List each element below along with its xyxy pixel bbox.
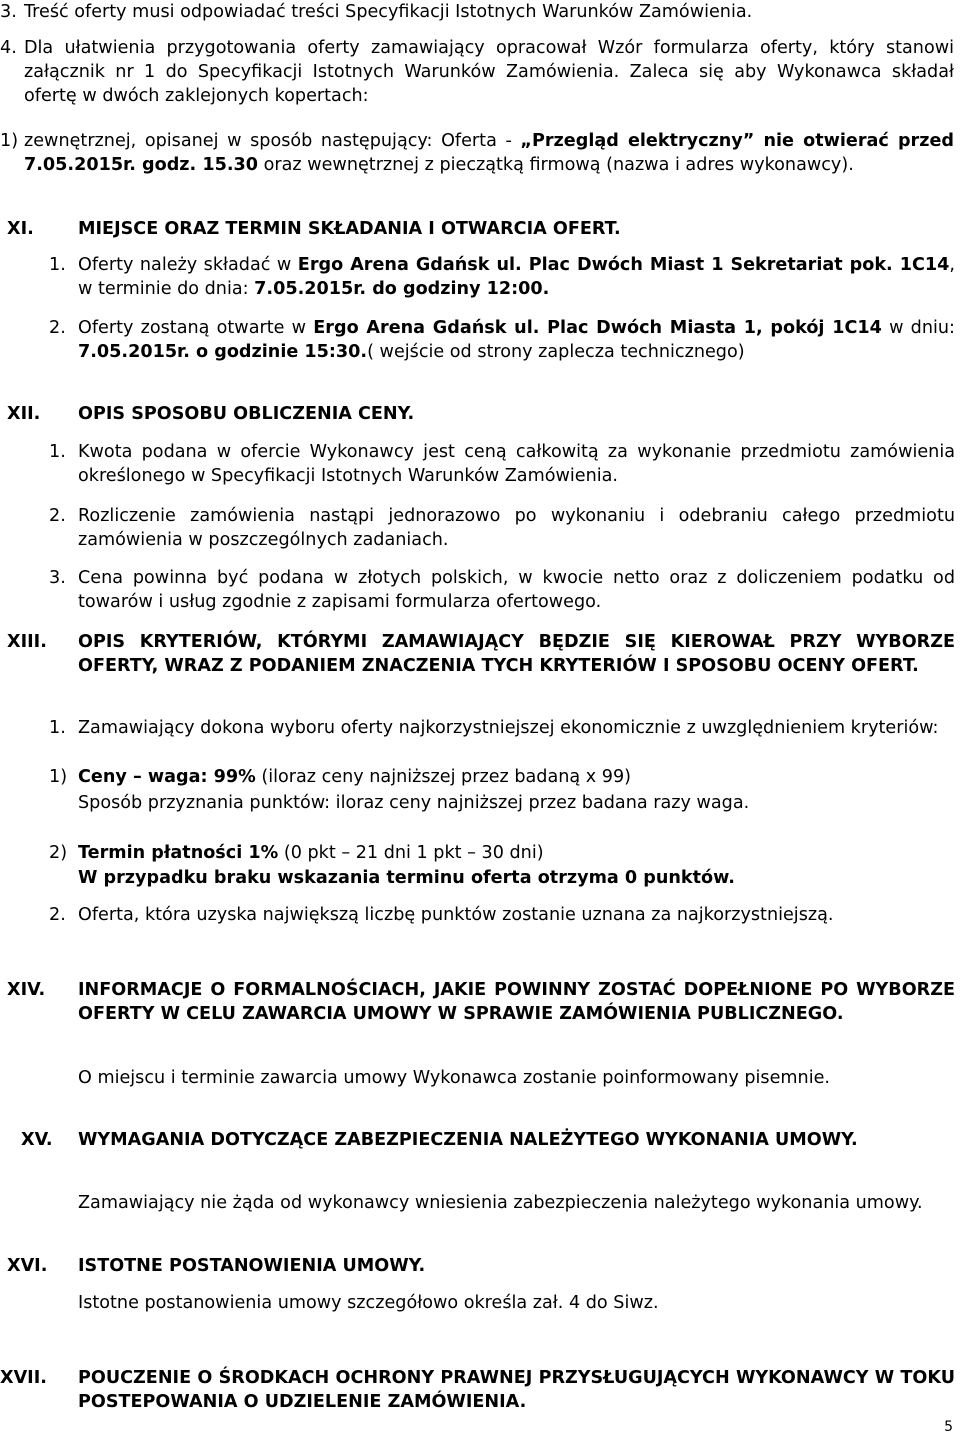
item-text: Kwota podana w ofercie Wykonawcy jest ceną całkowitą za wykonanie przedmiotu zamówienia określonego w Specyfikacji Istotnych Warunków Zamówienia. [78,442,955,486]
item-number: 2. [49,905,66,925]
item-number: 1. [49,718,66,738]
item-number: 3. [49,568,66,588]
section-title: POUCZENIE O ŚRODKACH OCHRONY PRAWNEJ PRZYSŁUGUJĄCYCH WYKONAWCY W TOKU POSTEPOWANIA O UDZIELENIE ZAMÓWIENIA. [78,1368,955,1412]
item-text: Oferty zostaną otwarte w Ergo Arena Gdańsk ul. Plac Dwóch Miasta 1, pokój 1C14 w dniu: 7.05.2015r. o godzinie 15:30.( wejście od strony zaplecza technicznego) [78,318,955,362]
section-number: XII. [7,404,41,424]
item-number: 3. [0,2,17,22]
section-title: ISTOTNE POSTANOWIENIA UMOWY. [78,1256,426,1276]
section-text: Zamawiający nie żąda od wykonawcy wniesienia zabezpieczenia należytego wykonania umowy. [78,1193,923,1213]
section-title: INFORMACJE O FORMALNOŚCIACH, JAKIE POWINNY ZOSTAĆ DOPEŁNIONE PO WYBORZE OFERTY W CELU ZAWARCIA UMOWY W SPRAWIE ZAMÓWIENIA PUBLICZNEGO. [78,980,955,1024]
item-number: 2. [49,506,66,526]
section-title: WYMAGANIA DOTYCZĄCE ZABEZPIECZENIA NALEŻYTEGO WYKONANIA UMOWY. [78,1130,858,1150]
section-title: OPIS KRYTERIÓW, KTÓRYMI ZAMAWIAJĄCY BĘDZIE SIĘ KIEROWAŁ PRZY WYBORZE OFERTY, WRAZ Z PODANIEM ZNACZENIA TYCH KRYTERIÓW I SPOSOBU OCENY OFERT. [78,632,955,676]
item-text: Rozliczenie zamówienia nastąpi jednorazowo po wykonaniu i odebraniu całego przedmiotu zamówienia w poszczególnych zadaniach. [78,506,955,550]
section-number: XVII. [0,1368,47,1388]
section-text: Istotne postanowienia umowy szczegółowo określa zał. 4 do Siwz. [78,1293,659,1313]
item-number: 2. [49,318,66,338]
item-number: 4. [0,38,17,58]
item-text: Dla ułatwienia przygotowania oferty zamawiający opracował Wzór formularza oferty, który stanowi załącznik nr 1 do Specyfikacji Istotnych Warunków Zamówienia. Zaleca się aby Wykonawca składał ofertę w dwóch zaklejonych kopertach: [24,38,954,106]
page-number: 5 [944,1419,953,1435]
section-number: XI. [7,219,34,239]
item-number: 1. [49,255,66,275]
section-number: XV. [21,1130,53,1150]
item-number: 1. [49,442,66,462]
criterion-payment-note: W przypadku braku wskazania terminu oferta otrzyma 0 punktów. [78,868,735,888]
section-number: XIII. [7,632,47,652]
section-number: XIV. [7,980,46,1000]
criterion-price: Ceny – waga: 99% (iloraz ceny najniższej przez badaną x 99) [78,767,632,787]
criterion-price-method: Sposób przyznania punktów: iloraz ceny najniższej przez badana razy waga. [78,793,750,813]
item-number: 1) [0,131,19,151]
section-title: MIEJSCE ORAZ TERMIN SKŁADANIA I OTWARCIA OFERT. [78,219,621,239]
section-number: XVI. [7,1256,48,1276]
item-text: Oferta, która uzyska największą liczbę punktów zostanie uznana za najkorzystniejszą. [78,905,834,925]
section-text: O miejscu i terminie zawarcia umowy Wykonawca zostanie poinformowany pisemnie. [78,1068,831,1088]
criterion-number: 1) [49,767,68,787]
criterion-payment: Termin płatności 1% (0 pkt – 21 dni 1 pkt – 30 dni) [78,843,544,863]
item-text: Treść oferty musi odpowiadać treści Specyfikacji Istotnych Warunków Zamówienia. [24,2,753,22]
item-text: Oferty należy składać w Ergo Arena Gdańsk ul. Plac Dwóch Miast 1 Sekretariat pok. 1C14, w terminie do dnia: 7.05.2015r. do godziny 12:00. [78,255,955,299]
item-text: zewnętrznej, opisanej w sposób następujący: Oferta - „Przegląd elektryczny” nie otwierać przed 7.05.2015r. godz. 15.30 oraz wewnętrznej z pieczątką firmową (nazwa i adres wykonawcy). [24,131,954,175]
criterion-number: 2) [49,843,68,863]
item-text: Zamawiający dokona wyboru oferty najkorzystniejszej ekonomicznie z uwzględnieniem kryteriów: [78,718,939,738]
item-text: Cena powinna być podana w złotych polskich, w kwocie netto oraz z doliczeniem podatku od towarów i usług zgodnie z zapisami formularza ofertowego. [78,568,955,612]
section-title: OPIS SPOSOBU OBLICZENIA CENY. [78,404,415,424]
